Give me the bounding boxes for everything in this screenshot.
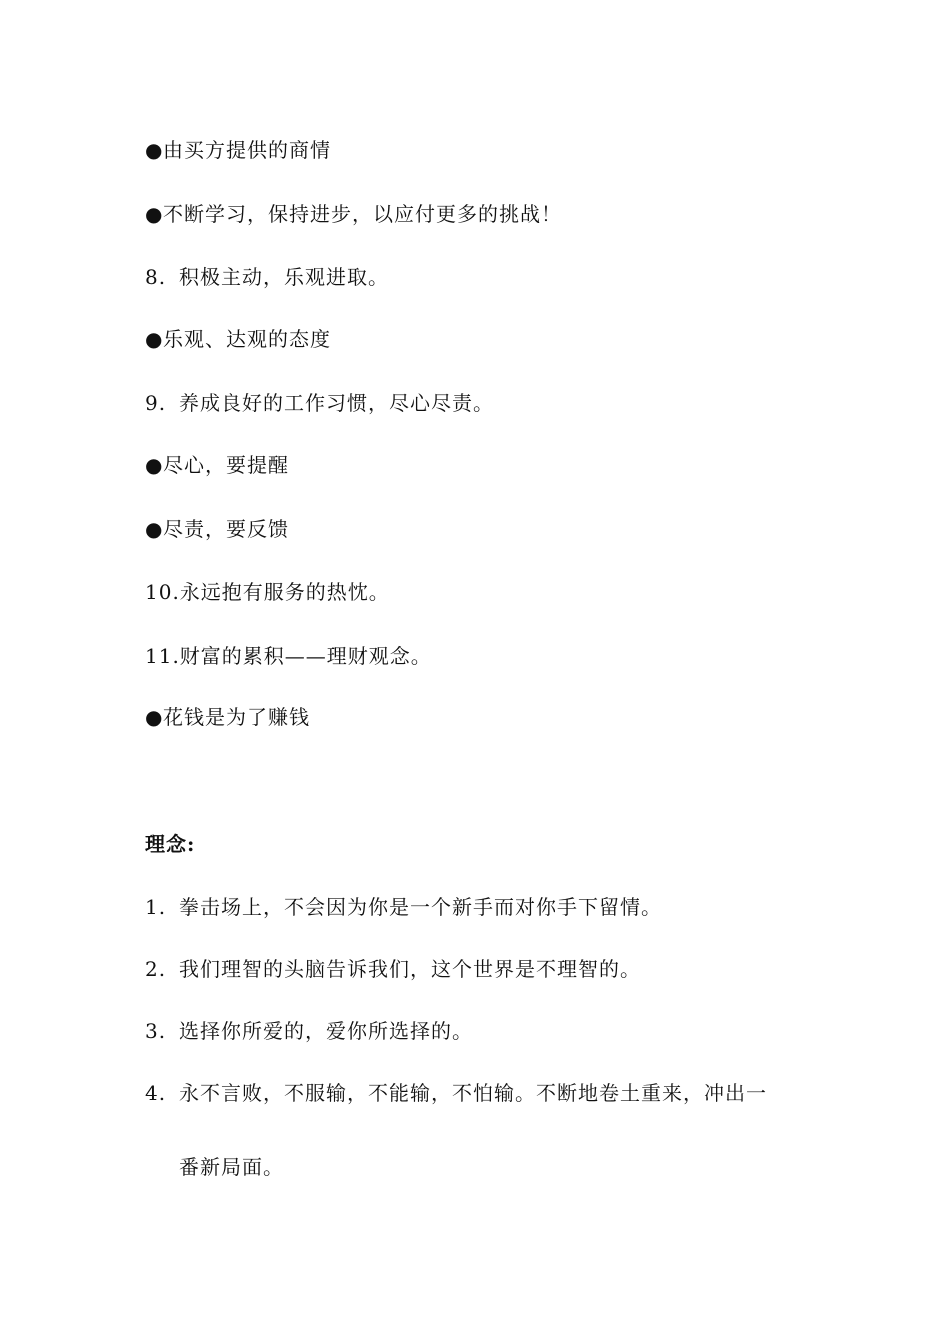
- bullet-dot: ●: [145, 453, 164, 477]
- principle-1: [145, 894, 662, 920]
- numbered-line-10: [145, 579, 390, 605]
- line-text: 养成良好的工作习惯，尽心尽责。: [179, 391, 494, 415]
- bullet-line-buyer-info: [145, 137, 331, 163]
- item-number: 4.: [145, 1081, 167, 1105]
- line-text: 乐观、达观的态度: [163, 327, 331, 351]
- line-text: 由买方提供的商情: [163, 138, 331, 162]
- line-text: 永不言败，不服输，不能输，不怕输。不断地卷土重来，冲出一: [179, 1081, 767, 1105]
- bullet-dot: ●: [145, 138, 164, 162]
- item-number: 2.: [145, 957, 167, 981]
- line-text: 选择你所爱的，爱你所选择的。: [179, 1019, 473, 1043]
- bullet-line-remind: [145, 452, 289, 478]
- bullet-line-optimism: [145, 326, 331, 352]
- line-text: 10.永远抱有服务的热忱。: [145, 580, 390, 604]
- line-text: 不断学习，保持进步，以应付更多的挑战！: [163, 202, 562, 226]
- section-title: 理念:: [145, 832, 196, 856]
- line-text: 11.财富的累积——理财观念。: [145, 644, 432, 668]
- bullet-line-keep-learning: [145, 201, 562, 227]
- principle-3: [145, 1018, 473, 1044]
- numbered-line-11: [145, 643, 432, 669]
- item-number: 9.: [145, 391, 167, 415]
- bullet-dot: ●: [145, 705, 164, 729]
- item-number: 1.: [145, 895, 167, 919]
- numbered-line-8: [145, 264, 389, 290]
- line-text: 拳击场上，不会因为你是一个新手而对你手下留情。: [179, 895, 662, 919]
- principle-4: [145, 1080, 767, 1106]
- principle-4-continuation: 番新局面。: [179, 1155, 284, 1179]
- bullet-dot: ●: [145, 202, 164, 226]
- bullet-line-spend-to-earn: [145, 704, 310, 730]
- bullet-dot: ●: [145, 517, 164, 541]
- bullet-dot: ●: [145, 327, 164, 351]
- line-text: 积极主动，乐观进取。: [179, 265, 389, 289]
- line-text: 花钱是为了赚钱: [163, 705, 310, 729]
- numbered-line-9: [145, 390, 494, 416]
- item-number: 8.: [145, 265, 167, 289]
- principle-2: [145, 956, 641, 982]
- bullet-line-feedback: [145, 516, 289, 542]
- line-text: 我们理智的头脑告诉我们，这个世界是不理智的。: [179, 957, 641, 981]
- line-text: 尽心，要提醒: [163, 453, 289, 477]
- line-text: 尽责，要反馈: [163, 517, 289, 541]
- item-number: 3.: [145, 1019, 167, 1043]
